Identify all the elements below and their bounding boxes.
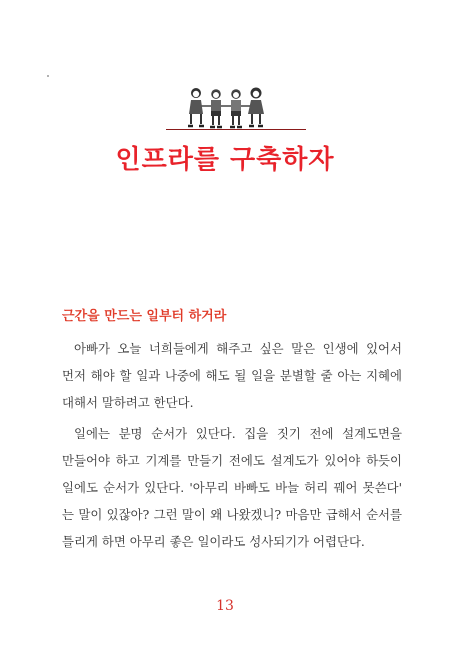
body-text [62,335,402,559]
page-number: 13 [216,598,234,614]
paragraph: 일에는 분명 순서가 있단다. 집을 짓기 전에 설계도면을 만들어야 하고 기계를 만들기 전에도 설계도가 있어야 하듯이 일에도 순서가 있단다. '아무리 바빠도 바늘 허리 꿰어 못쓴다' 는 말이 있잖아? 그런 말이 왜 나왔겠니? 마음만 급해서 순서를 틀리게 하면 아무리 좋은 일이라도 성사되기가 어렵단다. [62,426,402,549]
section-heading: 근간을 만드는 일부터 하거라 [62,309,227,324]
title-divider [166,129,306,130]
chapter-title: 인프라를 구축하자 [115,145,335,175]
paragraph: 아빠가 오늘 너희들에게 해주고 싶은 말은 인생에 있어서 먼저 해야 할 일과 나중에 해도 될 일을 분별할 줄 아는 지혜에 대해서 말하려고 한단다. [62,341,402,410]
children-holding-hands-icon [183,86,269,130]
print-speck [47,75,49,77]
